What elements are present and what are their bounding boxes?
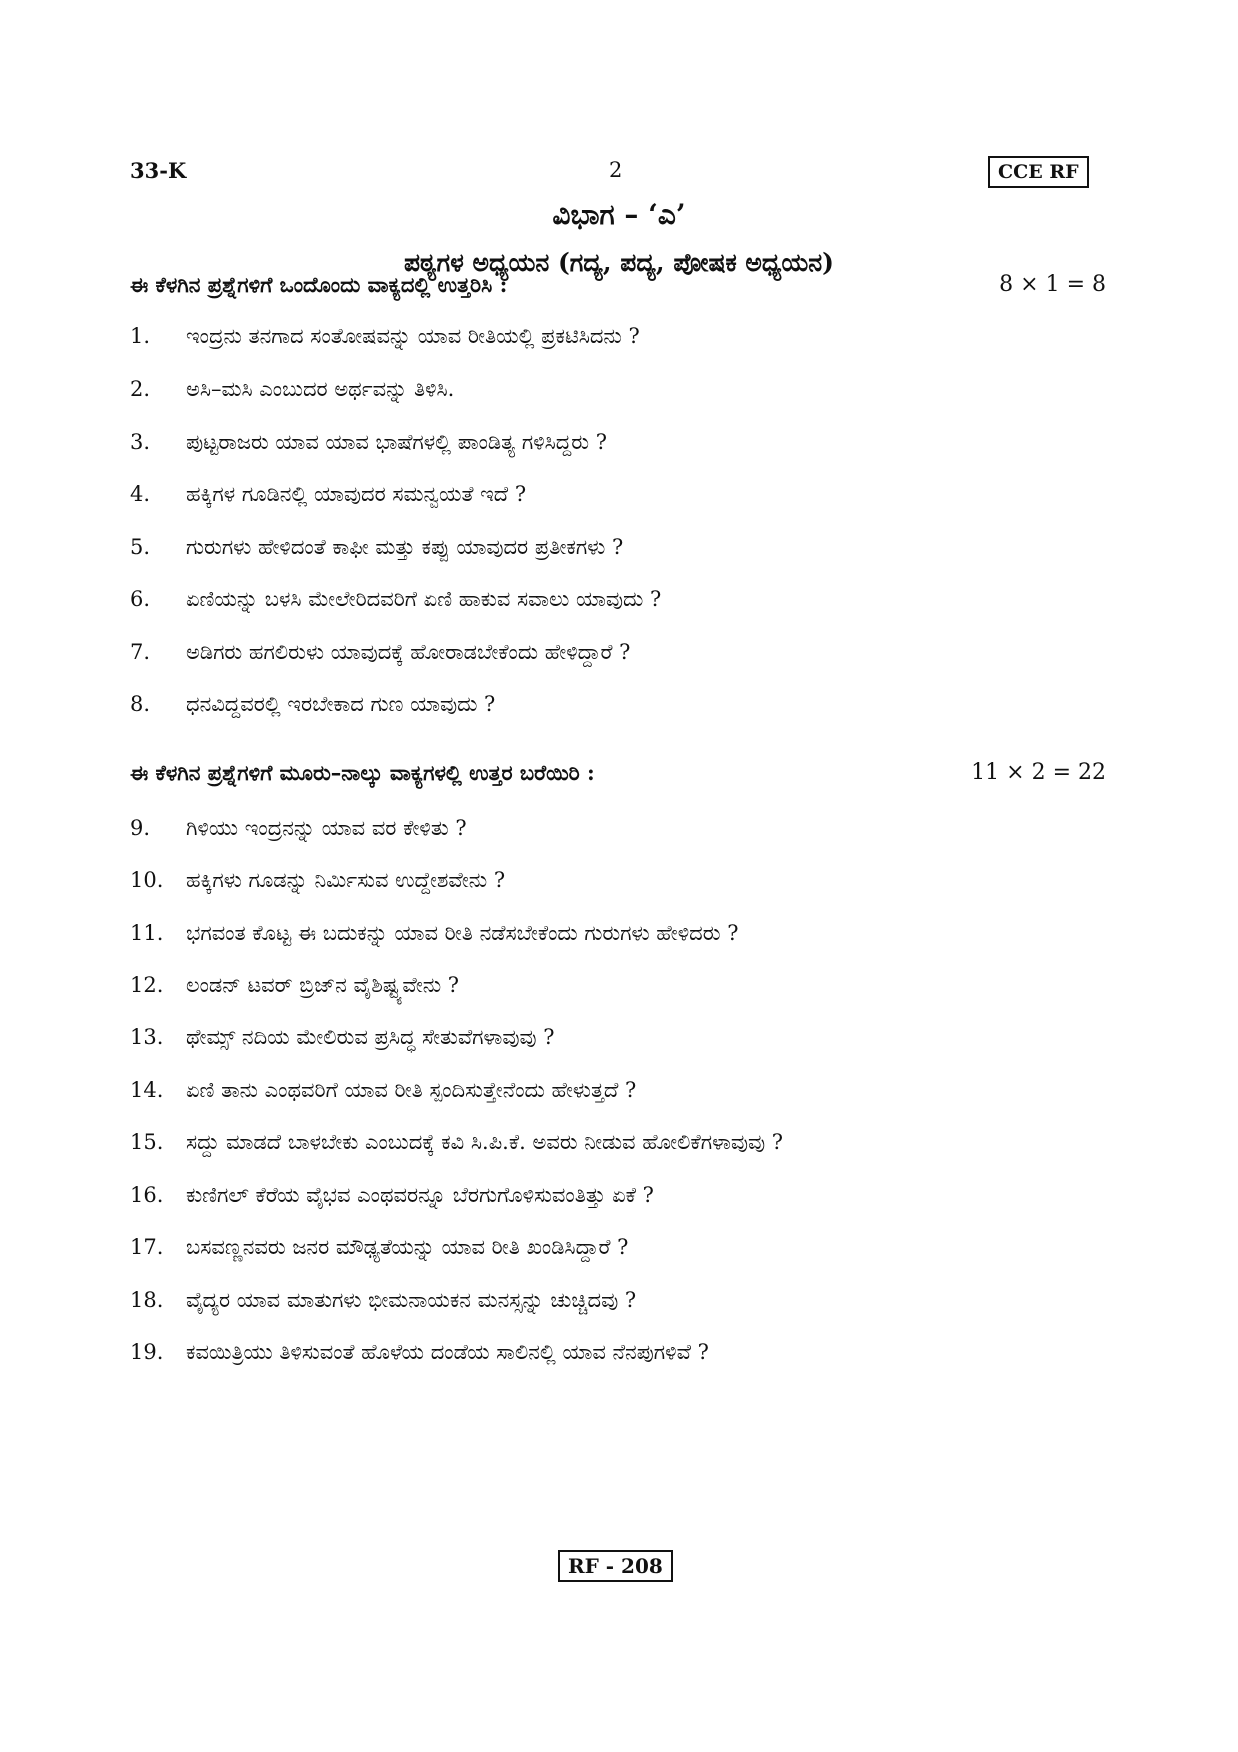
question-text: ಬಸವಣ್ಣನವರು ಜನರ ಮೌಢ್ಯತೆಯನ್ನು ಯಾವ ರೀತಿ ಖಂಡಿಸಿದ್ದಾರೆ ? bbox=[186, 1235, 629, 1259]
question-text: ಕುಣಿಗಲ್ ಕೆರೆಯ ವೈಭವ ಎಂಥವರನ್ನೂ ಬೆರಗುಗೊಳಿಸುವಂತಿತ್ತು ಏಕೆ ? bbox=[186, 1183, 654, 1207]
question-item bbox=[130, 535, 623, 560]
question-text: ಗಿಳಿಯು ಇಂದ್ರನನ್ನು ಯಾವ ವರ ಕೇಳಿತು ? bbox=[186, 816, 467, 840]
question-text: ಸದ್ದು ಮಾಡದೆ ಬಾಳಬೇಕು ಎಂಬುದಕ್ಕೆ ಕವಿ ಸಿ.ಪಿ.ಕೆ. ಅವರು ನೀಡುವ ಹೋಲಿಕೆಗಳಾವುವು ? bbox=[186, 1130, 784, 1154]
question-number: 7. bbox=[130, 640, 151, 664]
question-text: ಗುರುಗಳು ಹೇಳಿದಂತೆ ಕಾಫೀ ಮತ್ತು ಕಪ್ಪು ಯಾವುದರ ಪ್ರತೀಕಗಳು ? bbox=[186, 535, 624, 559]
question-text: ಪುಟ್ಟರಾಜರು ಯಾವ ಯಾವ ಭಾಷೆಗಳಲ್ಲಿ ಪಾಂಡಿತ್ಯ ಗಳಿಸಿದ್ದರು ? bbox=[186, 430, 607, 454]
question-item bbox=[130, 692, 495, 717]
question-number: 12. bbox=[130, 973, 164, 997]
question-text: ವೈದ್ಯರ ಯಾವ ಮಾತುಗಳು ಭೀಮನಾಯಕನ ಮನಸ್ಸನ್ನು ಚುಚ್ಚಿದವು ? bbox=[186, 1288, 637, 1312]
question-number: 14. bbox=[130, 1078, 164, 1102]
question-item bbox=[130, 377, 454, 402]
question-item bbox=[130, 921, 738, 946]
question-number: 16. bbox=[130, 1183, 164, 1207]
question-number: 15. bbox=[130, 1130, 164, 1154]
question-number: 13. bbox=[130, 1025, 164, 1049]
question-item bbox=[130, 868, 505, 893]
question-number: 17. bbox=[130, 1235, 164, 1259]
question-item bbox=[130, 1130, 783, 1155]
question-item bbox=[130, 973, 459, 998]
question-item bbox=[130, 1235, 628, 1260]
part2-instruction: ಈ ಕೆಳಗಿನ ಪ್ರಶ್ನೆಗಳಿಗೆ ಮೂರು–ನಾಲ್ಕು ವಾಕ್ಯಗಳಲ್ಲಿ ಉತ್ತರ ಬರೆಯಿರಿ : bbox=[130, 760, 595, 785]
question-number: 9. bbox=[130, 816, 151, 840]
question-text: ಏಣಿಯನ್ನು ಬಳಸಿ ಮೇಲೇರಿದವರಿಗೆ ಏಣಿ ಹಾಕುವ ಸವಾಲು ಯಾವುದು ? bbox=[186, 587, 662, 611]
question-text: ಏಣಿ ತಾನು ಎಂಥವರಿಗೆ ಯಾವ ರೀತಿ ಸ್ಪಂದಿಸುತ್ತೇನೆಂದು ಹೇಳುತ್ತದೆ ? bbox=[186, 1078, 637, 1102]
part1-marks: 8 × 1 = 8 bbox=[999, 272, 1106, 297]
question-item bbox=[130, 482, 526, 507]
question-item bbox=[130, 1340, 709, 1365]
question-text: ಭಗವಂತ ಕೊಟ್ಟ ಈ ಬದುಕನ್ನು ಯಾವ ರೀತಿ ನಡೆಸಬೇಕೆಂದು ಗುರುಗಳು ಹೇಳಿದರು ? bbox=[186, 921, 739, 945]
question-text: ಲಂಡನ್ ಟವರ್ ಬ್ರಿಜ್‌ನ ವೈಶಿಷ್ಟ್ಯವೇನು ? bbox=[186, 973, 460, 997]
question-number: 10. bbox=[130, 868, 164, 892]
question-number: 11. bbox=[130, 921, 164, 945]
part1-instruction: ಈ ಕೆಳಗಿನ ಪ್ರಶ್ನೆಗಳಿಗೆ ಒಂದೊಂದು ವಾಕ್ಯದಲ್ಲಿ ಉತ್ತರಿಸಿ : bbox=[130, 272, 508, 297]
question-text: ಥೇಮ್ಸ್ ನದಿಯ ಮೇಲಿರುವ ಪ್ರಸಿದ್ಧ ಸೇತುವೆಗಳಾವುವು ? bbox=[186, 1025, 555, 1049]
question-item bbox=[130, 816, 467, 841]
question-number: 2. bbox=[130, 377, 151, 401]
question-item bbox=[130, 1078, 636, 1103]
question-item bbox=[130, 640, 630, 665]
question-text: ಇಂದ್ರನು ತನಗಾದ ಸಂತೋಷವನ್ನು ಯಾವ ರೀತಿಯಲ್ಲಿ ಪ್ರಕಟಿಸಿದನು ? bbox=[186, 324, 640, 348]
question-number: 18. bbox=[130, 1288, 164, 1312]
question-number: 4. bbox=[130, 482, 151, 506]
question-item bbox=[130, 324, 640, 349]
question-number: 5. bbox=[130, 535, 151, 559]
page-number: 2 bbox=[609, 158, 623, 182]
question-item bbox=[130, 1288, 636, 1313]
part2-marks: 11 × 2 = 22 bbox=[971, 760, 1106, 785]
question-item bbox=[130, 1025, 555, 1050]
question-text: ಅಡಿಗರು ಹಗಲಿರುಳು ಯಾವುದಕ್ಕೆ ಹೋರಾಡಬೇಕೆಂದು ಹೇಳಿದ್ದಾರೆ ? bbox=[186, 640, 631, 664]
question-item bbox=[130, 430, 607, 455]
question-text: ಹಕ್ಕಿಗಳು ಗೂಡನ್ನು ನಿರ್ಮಿಸುವ ಉದ್ದೇಶವೇನು ? bbox=[186, 868, 506, 892]
question-text: ಧನವಿದ್ದವರಲ್ಲಿ ಇರಬೇಕಾದ ಗುಣ ಯಾವುದು ? bbox=[186, 692, 496, 716]
question-item bbox=[130, 587, 661, 612]
cce-badge: CCE RF bbox=[988, 156, 1089, 188]
question-text: ಅಸಿ–ಮಸಿ ಎಂಬುದರ ಅರ್ಥವನ್ನು ತಿಳಿಸಿ. bbox=[186, 377, 455, 401]
paper-code: 33-K bbox=[130, 158, 187, 183]
footer-code: RF - 208 bbox=[558, 1550, 673, 1582]
question-text: ಹಕ್ಕಿಗಳ ಗೂಡಿನಲ್ಲಿ ಯಾವುದರ ಸಮನ್ವಯತೆ ಇದೆ ? bbox=[186, 482, 527, 506]
question-number: 19. bbox=[130, 1340, 164, 1364]
section-subtitle: ಪಠ್ಯಗಳ ಅಧ್ಯಯನ (ಗದ್ಯ, ಪದ್ಯ, ಪೋಷಕ ಅಧ್ಯಯನ) bbox=[403, 248, 834, 277]
section-title: ವಿಭಾಗ – ‘ಎ’ bbox=[552, 198, 686, 231]
question-text: ಕವಯಿತ್ರಿಯು ತಿಳಿಸುವಂತೆ ಹೊಳೆಯ ದಂಡೆಯ ಸಾಲಿನಲ್ಲಿ ಯಾವ ನೆನಪುಗಳಿವೆ ? bbox=[186, 1340, 709, 1364]
question-number: 8. bbox=[130, 692, 151, 716]
question-number: 3. bbox=[130, 430, 151, 454]
question-number: 6. bbox=[130, 587, 151, 611]
question-item bbox=[130, 1183, 654, 1208]
question-number: 1. bbox=[130, 324, 151, 348]
